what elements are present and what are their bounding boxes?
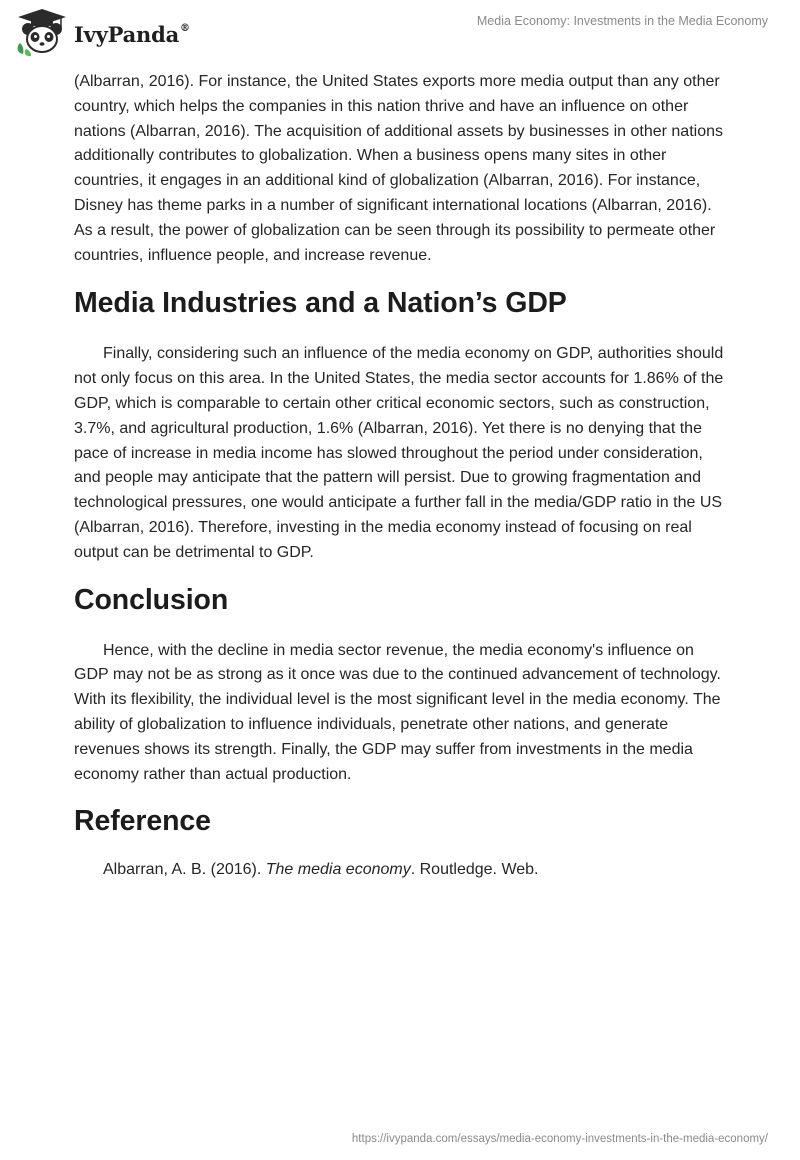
section-heading-conclusion: Conclusion [74, 583, 229, 616]
intro-paragraph: (Albarran, 2016). For instance, the United States exports more media output than any other country, which helps the companies in this nation thrive and have an influence on other nations (Albarran, 2016). The acquisition of additional assets by businesses in other nations additionally contributes to globalization. When a business opens many sites in other countries, it engages in an additional kind of globalization (Albarran, 2016). For instance, Disney has theme parks in a number of significant international locations (Albarran, 2016). As a result, the power of globalization can be seen through its possibility to permeate other countries, influence people, and increase revenue. [74, 73, 723, 264]
reference-authors: Albarran, A. B. (2016). [103, 861, 266, 879]
registered-mark: ® [180, 22, 190, 34]
footer-url[interactable]: https://ivypanda.com/essays/media-economy-investments-in-the-media-economy/ [351, 1133, 768, 1145]
running-title: Media Economy: Investments in the Media Economy [476, 14, 768, 28]
reference-publisher: . Routledge. Web. [410, 861, 539, 879]
panda-graduate-icon [14, 7, 70, 57]
brand-name [74, 22, 190, 47]
conclusion-paragraph: Hence, with the decline in media sector revenue, the media economy's influence on GDP may not be as strong as it once was due to the continued advancement of technology. With its flexibility, the individual level is the most significant level in the media economy. The ability of globalization to influence individuals, penetrate other nations, and generate revenues shows its strength. Finally, the GDP may suffer from investments in the media economy rather than actual production. [74, 641, 721, 783]
gdp-paragraph: Finally, considering such an influence of the media economy on GDP, authorities should not only focus on this area. In the United States, the media sector accounts for 1.86% of the GDP, which is comparable to certain other critical economic sectors, such as construction, 3.7%, and agricultural production, 1.6% (Albarran, 2016). Yet there is no denying that the pace of increase in media income has slowed throughout the period under consideration, and people may anticipate that the pattern will persist. Due to growing fragmentation and technological pressures, one would anticipate a further fall in the media/GDP ratio in the US (Albarran, 2016). Therefore, investing in the media economy instead of focusing on real output can be detrimental to GDP. [74, 345, 724, 561]
section-heading-gdp: Media Industries and a Nation’s GDP [74, 287, 567, 320]
reference-title: The media economy [265, 861, 411, 879]
brand-name-text: IvyPanda [74, 21, 180, 47]
section-heading-reference: Reference [74, 805, 211, 838]
ivypanda-logo[interactable] [14, 6, 194, 58]
reference-entry [74, 858, 730, 883]
page-header [0, 0, 800, 62]
essay-content [74, 70, 730, 883]
